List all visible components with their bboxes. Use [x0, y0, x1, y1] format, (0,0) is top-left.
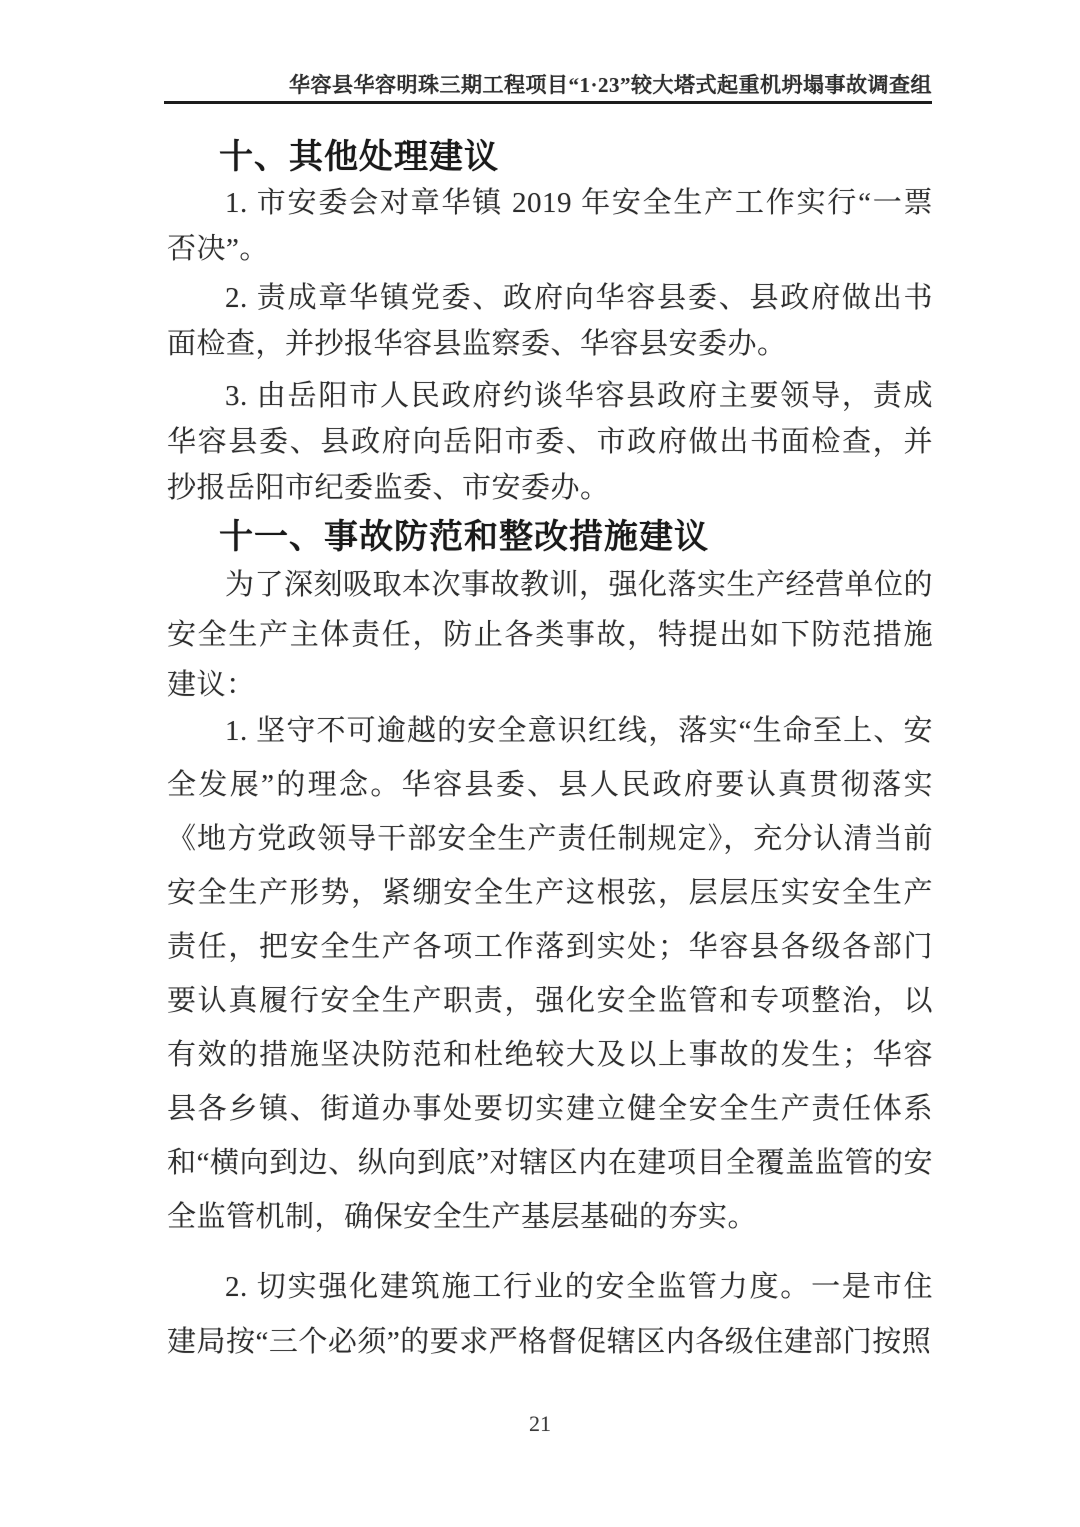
section-heading-other-measures: 十、其他处理建议 — [219, 138, 499, 176]
running-header: 华容县华容明珠三期工程项目“1·23”较大塔式起重机坍塌事故调查组 — [288, 73, 932, 97]
paragraph: 2. 切实强化建筑施工行业的安全监管力度。一是市住建局按“三个必须”的要求严格督促辖区内各级住建部门按照 — [167, 1271, 933, 1358]
paragraph: 1. 坚守不可逾越的安全意识红线，落实“生命至上、安全发展”的理念。华容县委、县人民政府要认真贯彻落实《地方党政领导干部安全生产责任制规定》，充分认清当前安全生产形势，紧绷安全生产这根弦，层层压实安全生产责任，把安全生产各项工作落到实处；华容县各级各部门要认真履行安全生产职责，强化安全监管和专项整治，以有效的措施坚决防范和杜绝较大及以上事故的发生；华容县各乡镇、街道办事处要切实建立健全安全生产责任体系和“横向到边、纵向到底”对辖区内在建项目全覆盖监管的安全监管机制，确保安全生产基层基础的夯实。 — [167, 715, 933, 1233]
paragraph: 3. 由岳阳市人民政府约谈华容县政府主要领导，责成华容县委、县政府向岳阳市委、市政府做出书面检查，并抄报岳阳市纪委监委、市安委办。 — [167, 380, 933, 504]
paragraph: 1. 市安委会对章华镇 2019 年安全生产工作实行“一票否决”。 — [167, 187, 933, 265]
header-rule — [164, 101, 932, 104]
document-body — [167, 134, 933, 1370]
paragraph: 2. 责成章华镇党委、政府向华容县委、县政府做出书面检查，并抄报华容县监察委、华容县安委办。 — [167, 282, 933, 360]
page-number: 21 — [529, 1411, 551, 1436]
paragraph: 为了深刻吸取本次事故教训，强化落实生产经营单位的安全生产主体责任，防止各类事故，特提出如下防范措施建议： — [167, 569, 934, 701]
section-heading-prevention-measures: 十一、事故防范和整改措施建议 — [219, 518, 709, 556]
